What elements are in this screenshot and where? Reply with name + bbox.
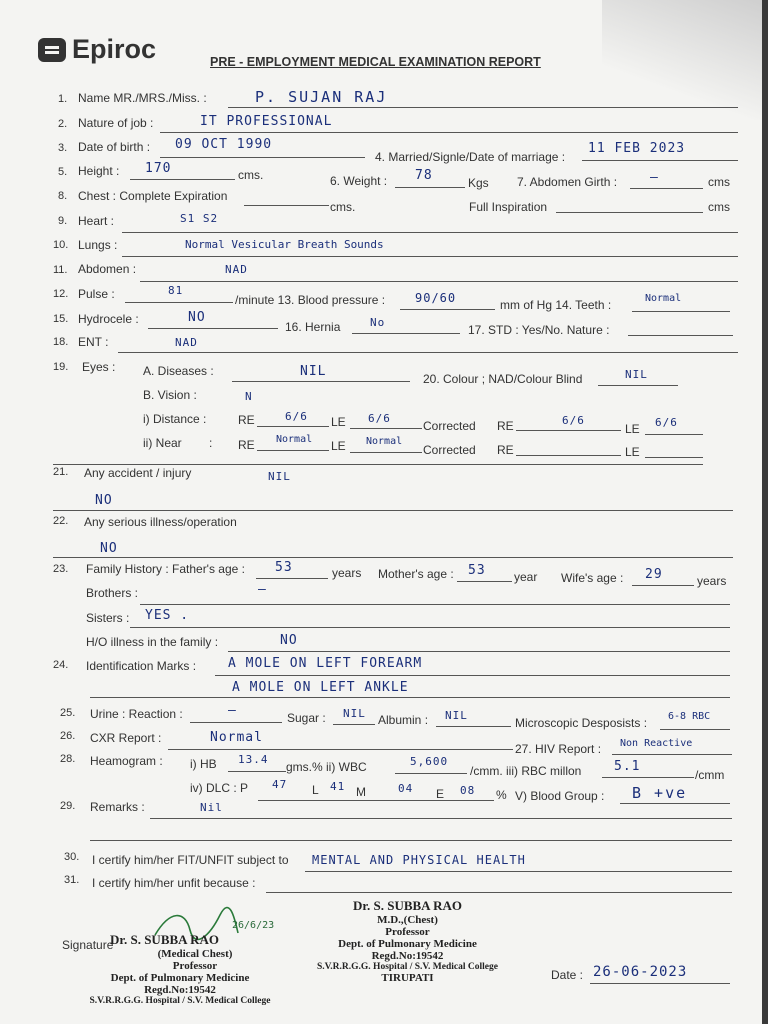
row-number: 21.: [53, 466, 69, 478]
colour-label: 20. Colour ; NAD/Colour Blind: [423, 372, 583, 386]
lungs-label: Lungs :: [78, 238, 118, 252]
urine-label: Urine : Reaction :: [90, 707, 183, 721]
full-insp-unit: cms: [708, 200, 730, 214]
near-re-line: [257, 450, 329, 451]
brothers-value: —: [258, 582, 267, 597]
row-number: 24.: [53, 659, 69, 671]
height-unit: cms.: [238, 168, 264, 182]
near-cre-label: RE: [497, 443, 514, 457]
row-number: 8.: [58, 190, 68, 202]
mother-label: Mother's age :: [378, 567, 454, 581]
hernia-label: 16. Hernia: [285, 320, 341, 334]
distance-le-line: [350, 428, 422, 429]
near-le-label: LE: [331, 439, 346, 453]
dlc-label: iv) DLC : P: [190, 781, 249, 795]
wife-value: 29: [645, 567, 663, 582]
row-number: 26.: [60, 730, 76, 742]
ho-value: NO: [280, 633, 298, 648]
rbc-value: 5.1: [614, 759, 641, 774]
accident-value: NIL: [268, 470, 291, 483]
wbc-line: [395, 773, 467, 774]
signature-date: 26/6/23: [232, 920, 275, 931]
distance-re-label: RE: [238, 413, 255, 427]
full-insp-line: [556, 212, 703, 213]
sugar-value: NIL: [343, 707, 366, 720]
near-colon: :: [209, 436, 213, 450]
vision-label: B. Vision :: [143, 388, 197, 402]
date-line: [590, 983, 730, 984]
rbc-line: [602, 777, 694, 778]
urine-line: [190, 722, 282, 723]
row-number: 22.: [53, 515, 69, 527]
distance-cre-value: 6/6: [562, 414, 585, 427]
illness-value: NO: [100, 541, 118, 556]
accident-value-2: NO: [95, 493, 113, 508]
doctor-stamp-2: [60, 932, 300, 1006]
fit-line: [305, 871, 732, 872]
page-shadow: [602, 0, 762, 120]
heart-value: S1 S2: [180, 212, 219, 225]
remarks-label: Remarks :: [90, 800, 145, 814]
epiroc-logo: [38, 34, 156, 65]
row-number: 28.: [60, 753, 76, 765]
row-number: 9.: [58, 215, 68, 227]
mother-value: 53: [468, 563, 486, 578]
stamp-hospital: S.V.R.R.G.G. Hospital / S.V. Medical College: [317, 962, 498, 972]
sisters-line: [130, 627, 730, 628]
weight-unit: Kgs: [468, 176, 489, 190]
distance-cle-label: LE: [625, 422, 640, 436]
row-number: 10.: [53, 239, 69, 251]
row-number: 31.: [64, 874, 80, 886]
ent-value: NAD: [175, 336, 198, 349]
chest-unit: cms.: [330, 200, 356, 214]
date-label: Date :: [551, 968, 584, 982]
eyes-a-label: A. Diseases :: [143, 364, 214, 378]
hb-unit: gms.% ii) WBC: [286, 760, 367, 774]
hiv-label: 27. HIV Report :: [515, 742, 602, 756]
name-line: [228, 107, 738, 108]
job-value: IT PROFESSIONAL: [200, 114, 333, 129]
distance-corrected-label: Corrected: [423, 419, 476, 433]
abdomen-value: NAD: [225, 263, 248, 276]
hb-value: 13.4: [238, 753, 269, 766]
height-line: [130, 179, 235, 180]
stamp2-dept: Dept. of Pulmonary Medicine: [110, 972, 250, 984]
weight-line: [395, 187, 465, 188]
near-corrected-label: Corrected: [423, 443, 476, 457]
hiv-line: [612, 754, 732, 755]
cxr-value: Normal: [210, 730, 263, 745]
father-line: [256, 578, 328, 579]
name-label: Name MR./MRS./Miss. :: [78, 91, 207, 105]
micro-line: [660, 729, 730, 730]
eyes-label: Eyes :: [82, 360, 116, 374]
near-cle-line: [645, 457, 703, 458]
distance-le-value: 6/6: [368, 412, 391, 425]
dob-label: Date of birth :: [78, 140, 151, 154]
row-number: 3.: [58, 142, 68, 154]
brothers-label: Brothers :: [86, 586, 139, 600]
colour-value: NIL: [625, 368, 648, 381]
albumin-value: NIL: [445, 709, 468, 722]
dlc-l-label: L: [312, 783, 319, 797]
job-label: Nature of job :: [78, 116, 154, 130]
hydrocele-line: [148, 328, 278, 329]
row-number: 29.: [60, 800, 76, 812]
wife-label: Wife's age :: [561, 571, 624, 585]
ident-line-2: [90, 697, 730, 698]
stamp-role: Professor: [385, 926, 430, 938]
hydrocele-value: NO: [188, 310, 206, 325]
distance-le-label: LE: [331, 415, 346, 429]
doctor-stamp: [300, 898, 515, 984]
near-le-line: [350, 452, 422, 453]
abdomen-girth-value: —: [650, 170, 659, 185]
ident-value-1: A MOLE ON LEFT FOREARM: [228, 656, 423, 671]
distance-re-line: [257, 426, 329, 427]
abdomen-line: [140, 281, 738, 282]
pulse-value: 81: [168, 284, 184, 297]
distance-cre-line: [516, 430, 621, 431]
row-number: 12.: [53, 288, 69, 300]
illness-label: Any serious illness/operation: [84, 515, 237, 529]
near-cre-line: [516, 455, 621, 456]
stamp2-role: Professor: [172, 960, 218, 972]
near-re-label: RE: [238, 438, 255, 452]
remarks-value: Nil: [200, 801, 223, 814]
accident-line: [53, 510, 733, 511]
chest-line: [244, 205, 329, 206]
dob-line: [160, 157, 365, 158]
bp-unit: mm of Hg 14. Teeth :: [500, 298, 612, 312]
epiroc-logo-icon: [38, 38, 66, 62]
name-value: P. SUJAN RAJ: [255, 88, 388, 106]
hiv-value: Non Reactive: [620, 738, 693, 749]
row-number: 2.: [58, 118, 68, 130]
heart-line: [122, 232, 738, 233]
dlc-e-label: E: [436, 787, 445, 801]
near-label: ii) Near: [143, 436, 182, 450]
dlc-l-value: 41: [330, 780, 346, 793]
dlc-pct: %: [496, 788, 507, 802]
near-le-value: Normal: [366, 436, 403, 447]
hernia-value: No: [370, 316, 386, 329]
abdomen-girth-unit: cms: [708, 175, 730, 189]
section-divider: [53, 464, 703, 465]
hernia-line: [352, 333, 460, 334]
sugar-line: [333, 724, 375, 725]
height-value: 170: [145, 161, 172, 176]
eyes-a-line: [232, 381, 410, 382]
rbc-unit: /cmm: [695, 768, 725, 782]
stamp2-name: Dr. S. SUBBA RAO: [110, 932, 219, 947]
albumin-label: Albumin :: [378, 713, 429, 727]
dlc-m-label: M: [356, 785, 366, 799]
row-number: 30.: [64, 851, 80, 863]
marriage-value: 11 FEB 2023: [588, 141, 686, 156]
dlc-m-value: 04: [398, 782, 414, 795]
hb-label: i) HB: [190, 757, 217, 771]
bp-value: 90/60: [415, 291, 457, 305]
ident-label: Identification Marks :: [86, 659, 197, 673]
pulse-line: [125, 302, 233, 303]
pulse-unit: /minute 13. Blood pressure :: [235, 293, 386, 307]
illness-line: [53, 557, 733, 558]
distance-re-value: 6/6: [285, 410, 308, 423]
cxr-line: [168, 749, 513, 750]
row-number: 5.: [58, 166, 68, 178]
weight-value: 78: [415, 168, 433, 183]
remarks-line-1: [150, 818, 732, 819]
unfit-label: I certify him/her unfit because :: [92, 876, 256, 890]
hb-line: [228, 771, 286, 772]
eyes-a-value: NIL: [300, 364, 327, 379]
vision-value: N: [245, 390, 253, 403]
lungs-value: Normal Vesicular Breath Sounds: [185, 238, 384, 251]
row-number: 23.: [53, 563, 69, 575]
signature-label: Signature: [62, 938, 114, 952]
teeth-line: [632, 311, 730, 312]
abdomen-girth-label: 7. Abdomen Girth :: [517, 175, 618, 189]
report-title: PRE - EMPLOYMENT MEDICAL EXAMINATION REPORT: [210, 55, 541, 69]
std-label: 17. STD : Yes/No. Nature :: [468, 323, 610, 337]
near-re-value: Normal: [276, 434, 313, 445]
wife-line: [632, 585, 694, 586]
ident-line-1: [215, 675, 730, 676]
dlc-p-value: 47: [272, 778, 288, 791]
abdomen-girth-line: [630, 188, 703, 189]
hydrocele-label: Hydrocele :: [78, 312, 139, 326]
row-number: 15.: [53, 313, 69, 325]
micro-label: Microscopic Desposists :: [515, 716, 648, 730]
stamp2-regd: Regd.No:19542: [144, 984, 216, 996]
micro-value: 6-8 RBC: [668, 711, 711, 722]
stamp-regd: Regd.No:19542: [371, 950, 444, 962]
row-number: 25.: [60, 707, 76, 719]
brothers-line: [140, 604, 730, 605]
ho-line: [228, 651, 730, 652]
distance-cle-line: [645, 434, 703, 435]
stamp-degree: M.D.,(Chest): [377, 914, 438, 926]
job-line: [160, 132, 738, 133]
blood-line: [620, 803, 730, 804]
sugar-label: Sugar :: [287, 711, 326, 725]
row-number: 18.: [53, 336, 69, 348]
chest-label: Chest : Complete Expiration: [78, 189, 228, 203]
stamp-city: TIRUPATI: [381, 972, 434, 984]
heam-label: Heamogram :: [90, 754, 163, 768]
marriage-line: [582, 160, 738, 161]
distance-cle-value: 6/6: [655, 416, 678, 429]
years-label: years: [332, 566, 362, 580]
height-label: Height :: [78, 164, 120, 178]
full-insp-label: Full Inspiration: [469, 200, 548, 214]
ident-value-2: A MOLE ON LEFT ANKLE: [232, 680, 409, 695]
row-number: 1.: [58, 93, 68, 105]
row-number: 19.: [53, 361, 69, 373]
blood-value: B +ve: [632, 784, 688, 802]
distance-cre-label: RE: [497, 419, 514, 433]
teeth-value: Normal: [645, 293, 682, 304]
marriage-label: 4. Married/Signle/Date of marriage :: [375, 150, 566, 164]
dlc-line: [258, 800, 494, 801]
stamp-name: Dr. S. SUBBA RAO: [353, 898, 462, 913]
dlc-e-value: 08: [460, 784, 476, 797]
wbc-value: 5,600: [410, 755, 449, 768]
father-value: 53: [275, 560, 293, 575]
family-label: Family History : Father's age :: [86, 562, 245, 576]
stamp-dept: Dept. of Pulmonary Medicine: [338, 938, 477, 950]
stamp2-degree: (Medical Chest): [157, 948, 233, 960]
blood-label: V) Blood Group :: [515, 789, 605, 803]
distance-label: i) Distance :: [143, 412, 207, 426]
brand-name: Epiroc: [72, 34, 157, 64]
dob-value: 09 OCT 1990: [175, 137, 273, 152]
mother-line: [457, 581, 512, 582]
row-number: 11.: [53, 264, 68, 276]
colour-line: [598, 385, 678, 386]
abdomen-label: Abdomen :: [78, 262, 137, 276]
fit-label: I certify him/her FIT/UNFIT subject to: [92, 853, 289, 867]
near-cle-label: LE: [625, 445, 640, 459]
lungs-line: [122, 256, 738, 257]
bp-line: [400, 309, 495, 310]
accident-label: Any accident / injury: [84, 466, 192, 480]
urine-value: —: [228, 703, 237, 718]
heart-label: Heart :: [78, 214, 115, 228]
wbc-unit: /cmm. iii) RBC millon: [470, 764, 582, 778]
ho-label: H/O illness in the family :: [86, 635, 219, 649]
date-value: 26-06-2023: [593, 964, 688, 980]
year-label: year: [514, 570, 538, 584]
cxr-label: CXR Report :: [90, 731, 162, 745]
pulse-label: Pulse :: [78, 287, 115, 301]
years-label-2: years: [697, 574, 727, 588]
ent-line: [118, 352, 738, 353]
sisters-value: YES .: [145, 608, 190, 623]
albumin-line: [436, 726, 511, 727]
weight-label: 6. Weight :: [330, 174, 388, 188]
ent-label: ENT :: [78, 335, 109, 349]
std-line: [628, 335, 733, 336]
unfit-line: [266, 892, 732, 893]
sisters-label: Sisters :: [86, 611, 130, 625]
remarks-line-2: [90, 840, 732, 841]
fit-value: MENTAL AND PHYSICAL HEALTH: [312, 853, 526, 867]
stamp2-hospital: S.V.R.R.G.G. Hospital / S.V. Medical College: [89, 996, 271, 1006]
